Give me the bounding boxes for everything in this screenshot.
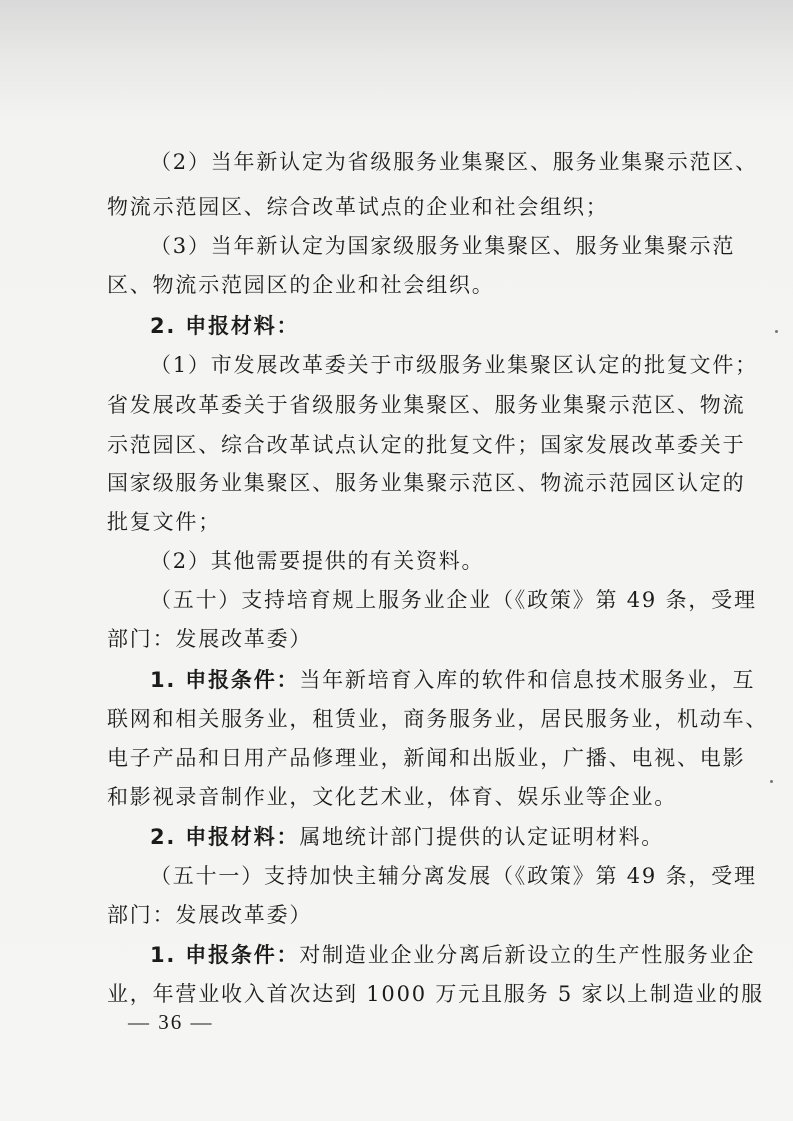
conditions-text: 当年新培育入库的软件和信息技术服务业，互 <box>299 668 756 692</box>
page-number: — 36 — <box>128 1010 214 1034</box>
paragraph-line: （2）其他需要提供的有关资料。 <box>150 549 485 573</box>
scan-speck <box>770 780 773 783</box>
paragraph-line: （2）当年新认定为省级服务业集聚区、服务业集聚示范区、 <box>150 150 758 174</box>
conditions-line <box>150 940 755 970</box>
conditions-line <box>150 665 755 695</box>
scan-speck <box>775 330 778 333</box>
conditions-label: 1. 申报条件： <box>150 668 300 692</box>
paragraph-line: 电子产品和日用产品修理业，新闻和出版业，广播、电视、电影 <box>107 746 746 770</box>
paragraph-line: 部门：发展改革委） <box>107 903 313 927</box>
paragraph-line: 物流示范园区、综合改革试点的企业和社会组织； <box>107 195 609 219</box>
paragraph-line: 区、物流示范园区的企业和社会组织。 <box>107 273 495 297</box>
paragraph-line: 国家级服务业集聚区、服务业集聚示范区、物流示范园区认定的 <box>107 471 746 495</box>
paragraph-line: 业，年营业收入首次达到 1000 万元且服务 5 家以上制造业的服 <box>107 982 764 1006</box>
materials-label: 2. 申报材料： <box>150 825 300 849</box>
paragraph-line: 示范园区、综合改革试点认定的批复文件；国家发展改革委关于 <box>107 433 746 457</box>
materials-text: 属地统计部门提供的认定证明材料。 <box>299 825 665 849</box>
paragraph-line: 部门：发展改革委） <box>107 627 313 651</box>
conditions-text: 对制造业企业分离后新设立的生产性服务业企 <box>299 943 756 967</box>
section-title-50: （五十）支持培育规上服务业企业（《政策》第 49 条，受理 <box>150 588 757 612</box>
paragraph-line: 和影视录音制作业，文化艺术业，体育、娱乐业等企业。 <box>107 785 677 809</box>
paragraph-line: （3）当年新认定为国家级服务业集聚区、服务业集聚示范 <box>150 234 736 258</box>
materials-line <box>150 822 664 852</box>
conditions-label: 1. 申报条件： <box>150 943 300 967</box>
paragraph-line: （1）市发展改革委关于市级服务业集聚区认定的批复文件； <box>150 353 758 377</box>
section-heading-materials: 2. 申报材料： <box>150 314 300 338</box>
paragraph-line: 联网和相关服务业，租赁业，商务服务业，居民服务业，机动车、 <box>107 707 769 731</box>
paragraph-line: 批复文件； <box>107 510 221 534</box>
section-title-51: （五十一）支持加快主辅分离发展（《政策》第 49 条，受理 <box>150 864 757 888</box>
paragraph-line: 省发展改革委关于省级服务业集聚区、服务业集聚示范区、物流 <box>107 393 746 417</box>
